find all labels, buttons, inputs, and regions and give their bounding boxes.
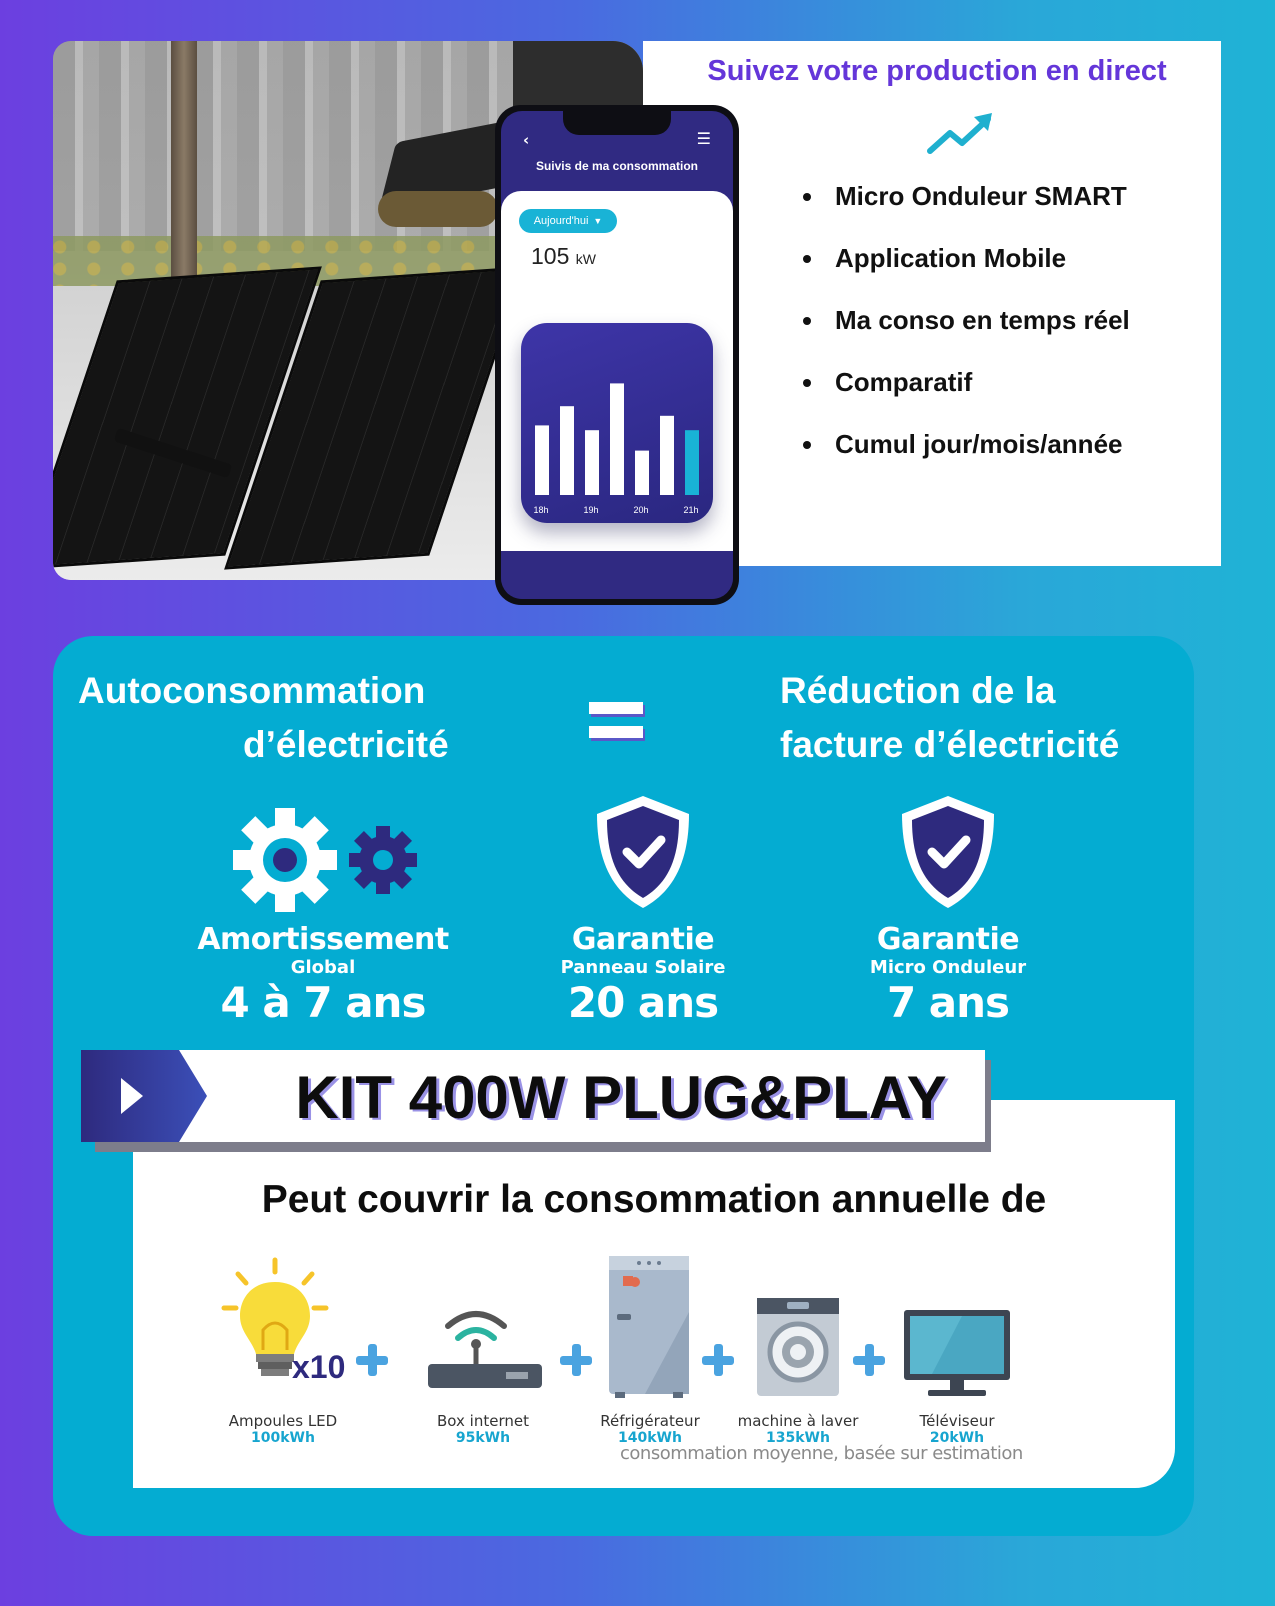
stat-title: Garantie: [876, 922, 1020, 957]
appliance-name: Réfrigérateur: [600, 1412, 700, 1430]
stat-garantie-panneau: [513, 786, 773, 1027]
value-unit: kW: [575, 251, 596, 267]
stat-subtitle: Micro Onduleur: [869, 957, 1027, 978]
feature-item: [803, 181, 1130, 243]
feature-item: [803, 429, 1130, 491]
appliance-name: Ampoules LED: [228, 1412, 338, 1430]
appliance-led: [203, 1250, 363, 1446]
equation-left: [78, 664, 498, 772]
feature-list: [803, 181, 1130, 491]
feature-item: [803, 305, 1130, 367]
phone-notch: [563, 111, 671, 135]
bullet-icon: [803, 441, 811, 449]
photo-tree: [171, 41, 197, 301]
appliance-kwh: 20kWh: [929, 1430, 985, 1446]
phone-mockup: [495, 105, 739, 605]
stat-subtitle: Global: [290, 957, 356, 978]
gears-icon: [183, 786, 463, 912]
hamburger-menu-icon[interactable]: ☰: [696, 129, 711, 148]
feature-item: [803, 243, 1130, 305]
equation-right-line2: facture d’électricité: [780, 724, 1120, 765]
consumption-chart: [521, 323, 713, 523]
feature-label: Micro Onduleur SMART: [835, 181, 1127, 211]
stat-title: Garantie: [571, 922, 715, 957]
appliance-name: Téléviseur: [919, 1412, 995, 1430]
plus-icon: [354, 1342, 390, 1378]
feature-label: Ma conso en temps réel: [835, 305, 1130, 335]
appliance-name: Box internet: [437, 1412, 529, 1430]
appliance-router: [403, 1250, 563, 1446]
appliance-kwh: 100kWh: [251, 1430, 315, 1446]
stat-amortissement: [183, 786, 463, 1027]
chart-bar: [585, 430, 599, 495]
feature-label: Application Mobile: [835, 243, 1067, 273]
appliance-tv: [877, 1250, 1037, 1446]
feature-label: Comparatif: [835, 367, 973, 397]
appliance-kwh: 140kWh: [618, 1430, 682, 1446]
period-label: Aujourd'hui: [533, 215, 589, 227]
quantity-badge: x10: [292, 1349, 346, 1385]
stat-value: 20 ans: [567, 978, 719, 1027]
chart-x-label: 18h: [533, 505, 549, 515]
phone-body: [501, 191, 733, 551]
stat-subtitle: Panneau Solaire: [560, 957, 726, 978]
equation-left-line1: Autoconsommation: [78, 670, 426, 711]
chart-bar: [560, 406, 574, 495]
chart-bar: [685, 430, 699, 495]
bullet-icon: [803, 379, 811, 387]
stat-garantie-onduleur: [818, 786, 1078, 1027]
bar-chart-svg: [521, 323, 713, 523]
equation-right: [780, 664, 1200, 772]
consumption-value: [531, 243, 596, 270]
appliance-name: machine à laver: [737, 1412, 859, 1430]
stat-value: 4 à 7 ans: [220, 978, 426, 1027]
equation-right-line1: Réduction de la: [780, 670, 1056, 711]
router-icon: [403, 1250, 563, 1400]
stat-title: Amortissement: [197, 922, 449, 957]
chart-bar: [535, 425, 549, 495]
bullet-icon: [803, 193, 811, 201]
kit-banner: [81, 1050, 989, 1145]
feature-item: [803, 367, 1130, 429]
info-title: Suivez votre production en direct: [707, 55, 1167, 87]
equation-left-line2: d’électricité: [243, 724, 449, 765]
back-arrow-icon[interactable]: ‹: [523, 131, 530, 149]
phone-screen-title: Suivis de ma consommation: [535, 159, 699, 173]
stat-value: 7 ans: [886, 978, 1010, 1027]
coverage-heading: Peut couvrir la consommation annuelle de: [261, 1178, 1047, 1221]
phone-bottom-bar: [501, 551, 733, 599]
chart-bar: [610, 383, 624, 495]
chart-bar: [660, 416, 674, 495]
chevron-down-icon: ▼: [593, 216, 603, 226]
shield-check-icon: [818, 786, 1078, 912]
shield-check-icon: [513, 786, 773, 912]
bullet-icon: [803, 255, 811, 263]
chart-x-label: 21h: [683, 505, 699, 515]
tv-icon: [877, 1250, 1037, 1400]
kit-title: KIT 400W PLUG&PLAY: [295, 1064, 947, 1131]
bullet-icon: [803, 317, 811, 325]
chart-x-label: 20h: [633, 505, 649, 515]
trending-up-icon: [926, 111, 996, 157]
appliance-kwh: 135kWh: [766, 1430, 830, 1446]
phone-screen: [501, 111, 733, 599]
appliance-kwh: 95kWh: [455, 1430, 511, 1446]
period-dropdown[interactable]: [519, 209, 617, 233]
feature-label: Cumul jour/mois/année: [835, 429, 1123, 459]
photo-cushion: [378, 191, 498, 227]
chart-x-label: 19h: [583, 505, 599, 515]
equals-icon: [589, 702, 645, 742]
value-number: 105: [531, 243, 570, 269]
chart-bar: [635, 451, 649, 495]
footnote: consommation moyenne, basée sur estimation: [620, 1443, 1023, 1464]
lightbulb-icon: [203, 1250, 363, 1400]
